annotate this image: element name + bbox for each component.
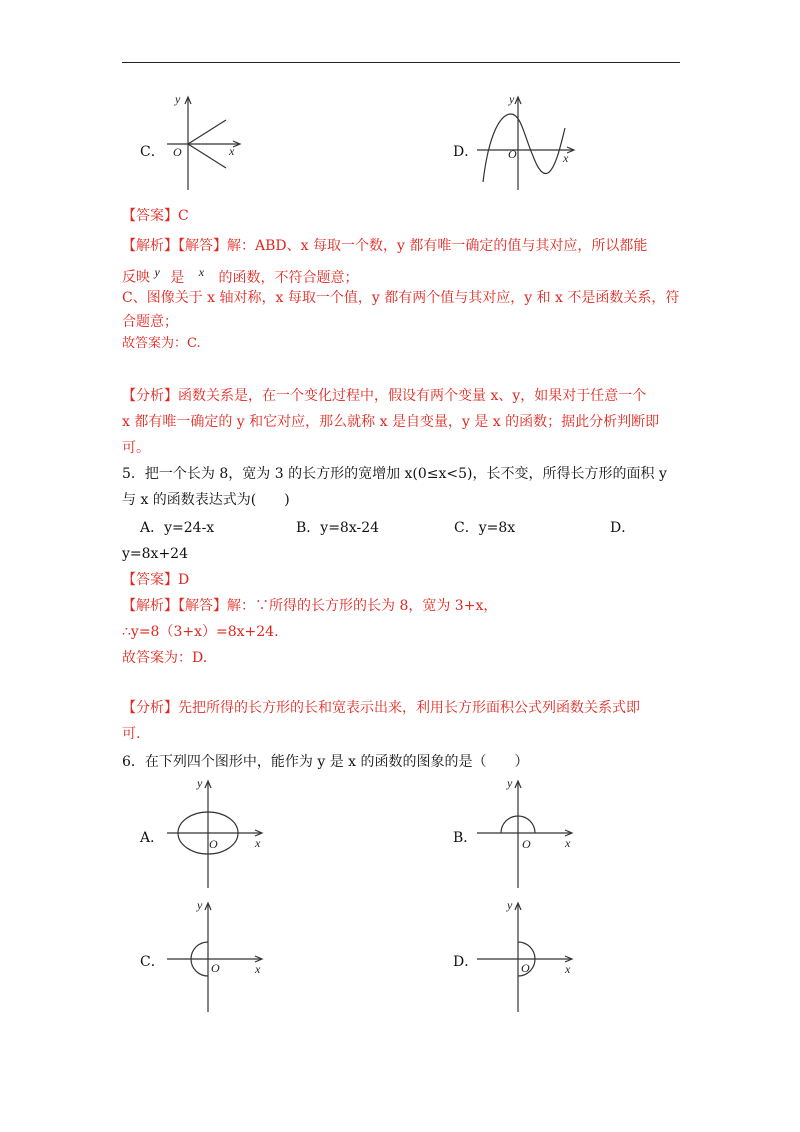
q4-analysis-line2-c: 的函数，不符合题意； — [218, 269, 359, 286]
origin-label: O — [211, 961, 220, 975]
q6-graph-d[interactable] — [475, 898, 580, 1014]
upper-ray — [188, 120, 226, 144]
q5-option-a[interactable]: A．y=24-x — [140, 520, 215, 536]
q6-option-a-label[interactable]: A． — [140, 830, 165, 846]
q5-answer: 【答案】D — [122, 572, 190, 588]
cubic-curve — [483, 114, 565, 182]
x-axis-label: x — [563, 151, 569, 165]
q5-analysis-line1: 【解析】【解答】解：∵所得的长方形的长为 8，宽为 3+x， — [122, 598, 498, 614]
lower-ray — [188, 144, 226, 168]
y-axis-label: y — [175, 92, 181, 106]
origin-label: O — [209, 837, 218, 851]
x-axis-label: x — [255, 836, 261, 850]
q5-fenxi-line1: 【分析】先把所得的长方形的长和宽表示出来，利用长方形面积公式列函数关系式即 — [122, 700, 640, 716]
q4-analysis-line1: 【解析】【解答】解：ABD、x 每取一个数，y 都有唯一确定的值与其对应，所以都能 — [122, 238, 648, 254]
y-axis-label: y — [507, 776, 513, 790]
q4-fenxi-line1: 【分析】函数关系是，在一个变化过程中，假设有两个变量 x、y，如果对于任意一个 — [122, 388, 647, 404]
q4-analysis-line2 — [122, 262, 358, 288]
q5-option-c[interactable]: C．y=8x — [454, 520, 516, 536]
y-axis-label: y — [197, 898, 203, 912]
q5-stem-line2: 与 x 的函数表达式为( ) — [122, 492, 290, 508]
header-rule — [122, 62, 680, 63]
q4-graph-d[interactable] — [475, 92, 580, 194]
q6-graph-c[interactable] — [165, 898, 270, 1014]
origin-label: O — [508, 147, 517, 161]
q5-conclusion: 故答案为：D. — [122, 650, 208, 666]
y-axis-label: y — [507, 898, 513, 912]
q4-analysis-line3: C、图像关于 x 轴对称，x 每取一个值，y 都有两个值与其对应，y 和 x 不是函数关系，符 — [122, 290, 680, 306]
q4-fenxi-line2: x 都有唯一确定的 y 和它对应，那么就称 x 是自变量，y 是 x 的函数；据此分析判断即 — [122, 414, 660, 430]
x-axis-label: x — [565, 836, 571, 850]
q4-option-c-label[interactable]: C． — [140, 144, 165, 160]
q4-var-x: x — [198, 265, 205, 279]
q4-analysis-line2-a: 反映 — [122, 269, 150, 286]
q4-fenxi-line3: 可。 — [122, 440, 150, 456]
x-axis-label: x — [229, 144, 235, 158]
q4-option-d-label[interactable]: D． — [453, 144, 479, 160]
origin-label: O — [522, 837, 531, 851]
q5-option-b[interactable]: B．y=8x-24 — [296, 520, 380, 536]
q5-fenxi-line2: 可. — [122, 726, 141, 742]
q5-analysis-line2: ∴y=8（3+x）=8x+24. — [122, 624, 279, 640]
y-axis-label: y — [197, 776, 203, 790]
q4-analysis-line2-b: 是 — [170, 269, 185, 286]
q4-graph-c[interactable] — [165, 92, 245, 194]
q4-analysis-line4: 合题意； — [122, 314, 178, 330]
q6-graph-a[interactable] — [165, 776, 270, 890]
q6-graph-b[interactable] — [475, 776, 580, 890]
q6-option-c-label[interactable]: C． — [140, 954, 165, 970]
q6-option-b-label[interactable]: B． — [453, 830, 478, 846]
y-axis-label: y — [509, 92, 515, 106]
q6-stem: 6．在下列四个图形中，能作为 y 是 x 的函数的图象的是（ ） — [122, 754, 529, 770]
x-axis-label: x — [255, 962, 261, 976]
q5-option-d-value[interactable]: y=8x+24 — [122, 546, 188, 562]
q5-option-d[interactable]: D． — [610, 520, 636, 536]
origin-label: O — [173, 145, 182, 159]
q4-var-y: y — [154, 265, 160, 279]
origin-label: O — [521, 961, 530, 975]
q6-option-d-label[interactable]: D． — [453, 954, 479, 970]
q5-stem-line1: 5．把一个长为 8，宽为 3 的长方形的宽增加 x(0≤x<5)，长不变，所得长方形的面积 y — [122, 466, 667, 482]
q4-answer: 【答案】C — [122, 208, 189, 224]
x-axis-label: x — [565, 962, 571, 976]
q4-conclusion: 故答案为：C. — [122, 336, 201, 351]
